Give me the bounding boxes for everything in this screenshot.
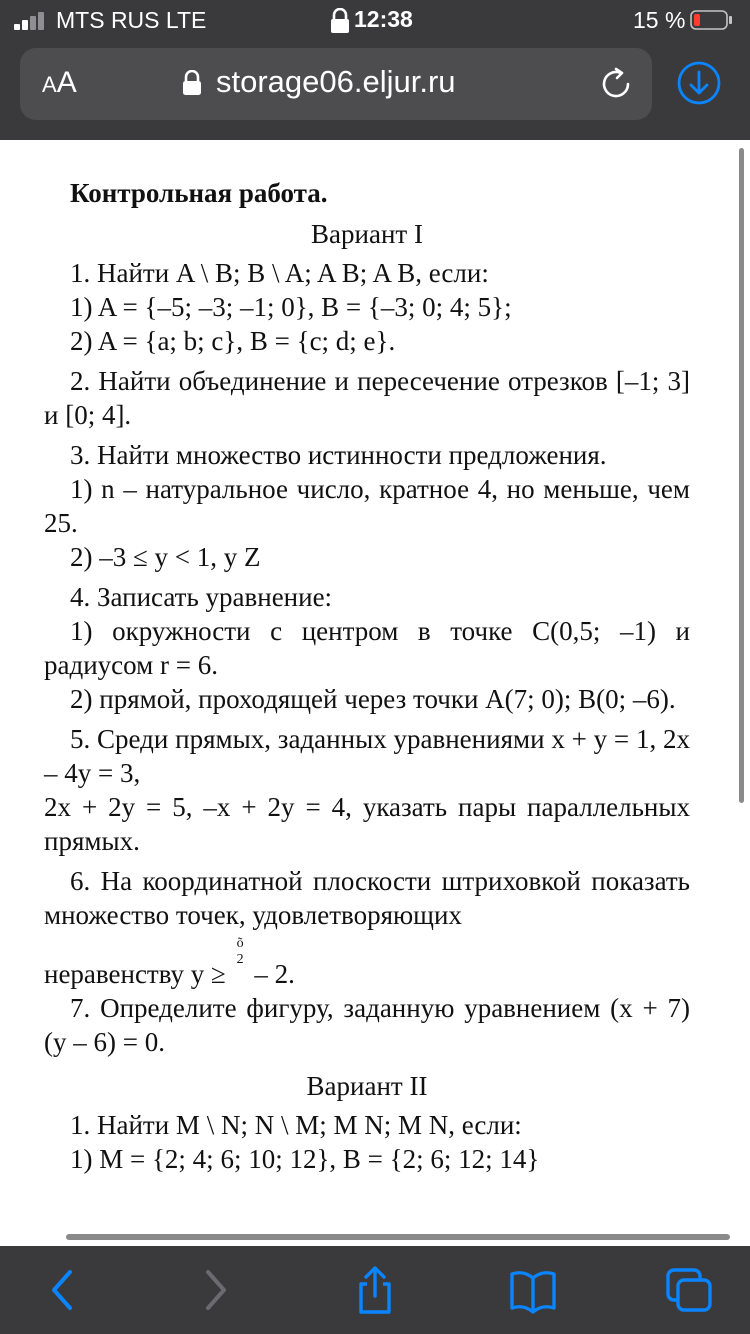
horizontal-scrollbar[interactable] xyxy=(66,1234,730,1240)
variant-1-heading: Вариант I xyxy=(311,219,423,249)
vertical-scrollbar[interactable] xyxy=(739,148,744,803)
task-line: 2x + 2y = 5, –x + 2y = 4, указать пары параллельных прямых. xyxy=(44,792,690,856)
battery-percent: 15 % xyxy=(633,7,686,33)
forward-icon[interactable] xyxy=(190,1266,240,1314)
inequality-suffix: – 2. xyxy=(254,959,295,989)
task-line: 1. Найти M \ N; N \ M; M N; M N, если: xyxy=(70,1110,522,1140)
fraction xyxy=(237,936,244,968)
document-title: Контрольная работа. xyxy=(70,178,328,208)
text-size-button[interactable]: AA xyxy=(42,66,77,99)
task-line: 4. Записать уравнение: xyxy=(70,582,333,612)
download-icon[interactable] xyxy=(676,60,722,106)
orientation-lock-icon xyxy=(330,8,350,34)
status-bar xyxy=(0,0,750,42)
signal-icon xyxy=(14,10,48,30)
task-line: 1) A = {–5; –3; –1; 0}, B = {–3; 0; 4; 5}; xyxy=(70,292,512,322)
fraction-bottom: 2 xyxy=(236,952,244,967)
battery-icon xyxy=(690,10,732,30)
tabs-icon[interactable] xyxy=(664,1266,714,1314)
document-content xyxy=(44,178,690,1176)
task-line: 2) прямой, проходящей через точки A(7; 0); B(0; –6). xyxy=(70,684,676,714)
web-page[interactable] xyxy=(0,140,750,1246)
task-line: 2) –3 ≤ y < 1, y Z xyxy=(70,542,261,572)
inequality-line xyxy=(44,936,690,991)
reload-icon[interactable] xyxy=(598,66,634,102)
task-line: 1) M = {2; 4; 6; 10; 12}, B = {2; 6; 12; 14} xyxy=(70,1144,540,1174)
url-text[interactable]: storage06.eljur.ru xyxy=(216,64,456,99)
back-icon[interactable] xyxy=(38,1266,88,1314)
task-line: 1. Найти A \ B; B \ A; A B; A B, если: xyxy=(70,258,489,288)
bookmarks-icon[interactable] xyxy=(508,1266,558,1314)
task-line: 2. Найти объединение и пересечение отрезков [–1; 3] и [0; 4]. xyxy=(44,366,690,430)
fraction-top: õ xyxy=(236,936,244,951)
task-line: 6. На координатной плоскости штриховкой показать множество точек, удовлетворяющих xyxy=(44,866,690,930)
variant-2-heading: Вариант II xyxy=(306,1071,428,1101)
task-line: 3. Найти множество истинности предложения. xyxy=(70,440,607,470)
browser-toolbar xyxy=(0,1246,750,1334)
task-line: 5. Среди прямых, заданных уравнениями x + y = 1, 2x – 4y = 3, xyxy=(44,724,690,788)
task-line: 1) n – натуральное число, кратное 4, но меньше, чем 25. xyxy=(44,474,690,538)
lock-icon xyxy=(182,70,202,96)
task-line: 1) окружности с центром в точке C(0,5; –1) и радиусом r = 6. xyxy=(44,616,690,680)
address-bar[interactable] xyxy=(20,48,652,120)
carrier-label: MTS RUS LTE xyxy=(56,7,207,33)
share-icon[interactable] xyxy=(350,1266,400,1314)
clock: 12:38 xyxy=(354,6,413,32)
task-line: 2) A = {a; b; c}, B = {c; d; e}. xyxy=(70,326,396,356)
task-line: 7. Определите фигуру, заданную уравнением (x + 7) (y – 6) = 0. xyxy=(44,993,690,1057)
inequality-prefix: неравенству y ≥ xyxy=(44,959,226,989)
browser-address-area xyxy=(0,42,750,140)
